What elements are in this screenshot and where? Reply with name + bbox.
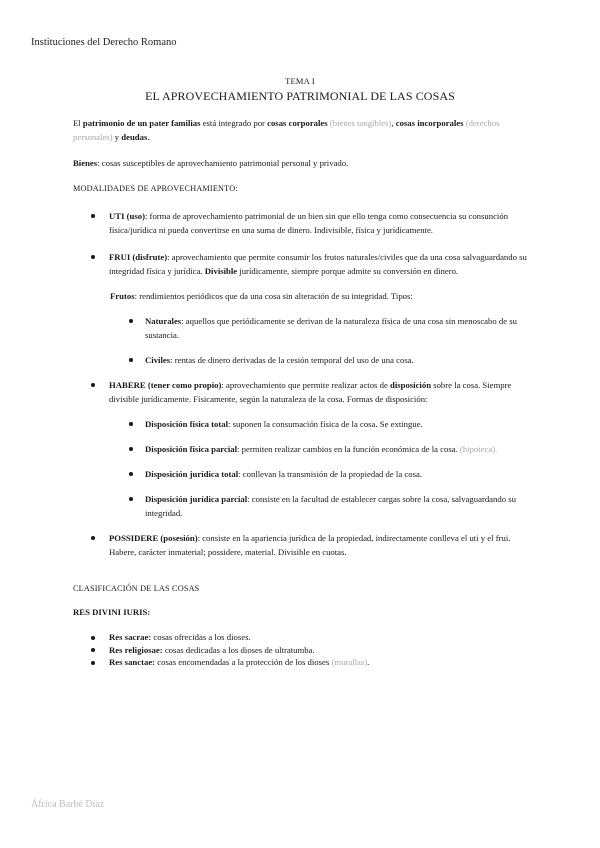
clasificacion-heading: CLASIFICACIÓN DE LAS COSAS (73, 584, 200, 593)
list-item-res-sanctae: Res sanctae: cosas encomendadas a la protección de los dioses (murallas). (73, 656, 533, 669)
list-item-res-sacrae: Res sacrae: cosas ofrecidas a los dioses. (73, 631, 533, 644)
page-header: Instituciones del Derecho Romano (31, 37, 177, 48)
list-item-res-religiosae: Res religiosae: cosas dedicadas a los dioses de ultratumba. (73, 644, 533, 657)
list-item-naturales: Naturales: aquellos que periódicamente se derivan de la naturaleza física de una cosa sin menoscabo de su sustancia. (73, 314, 533, 342)
list-item-disposicion-juridica-parcial: Disposición jurídica parcial: consiste en la facultad de establecer cargas sobre la cosa, salvaguardando su integridad. (73, 492, 533, 520)
chapter-label: TEMA I (285, 76, 315, 86)
modalidades-heading: MODALIDADES DE APROVECHAMIENTO: (73, 184, 238, 193)
intro-paragraph: El patrimonio de un pater familias está integrado por cosas corporales (bienes tangibles), cosas incorporales (derechos personales) y deudas. (73, 118, 500, 142)
list-item-possidere: POSSIDERE (posesión): consiste en la apariencia jurídica de la propiedad, indirectamente conlleva el uti y el frui. Habere, carácter inmaterial; possidere, material. Divisible en cuotas. (73, 531, 533, 559)
frutos-types-list (73, 314, 533, 367)
list-item-uti: UTI (uso): forma de aprovechamiento patrimonial de un bien sin que ello tenga como consecuencia su consunción física/jurídica ni pueda convertirse en una suma de dinero. Indivisible, física y jurídicamente. (73, 209, 533, 237)
habere-list (73, 378, 533, 406)
page-footer-author: África Barbé Díaz (31, 799, 105, 810)
document-body (73, 116, 533, 669)
modalidades-list (73, 209, 533, 278)
list-item-frui: FRUI (disfrute): aprovechamiento que permite consumir los frutos naturales/civiles que da una cosa salvaguardando su integridad física y jurídica. Divisible jurídicamente, siempre porque admite su conversión en dinero. (73, 250, 533, 278)
disposicion-list (73, 417, 533, 520)
res-divini-iuris-heading: RES DIVINI IURIS: (73, 607, 151, 617)
res-divini-iuris-list (73, 631, 533, 669)
list-item-disposicion-juridica-total: Disposición jurídica total: conllevan la transmisión de la propiedad de la cosa. (73, 467, 533, 481)
page-title: EL APROVECHAMIENTO PATRIMONIAL DE LAS COSAS (145, 89, 455, 103)
list-item-civiles: Civiles: rentas de dinero derivadas de la cesión temporal del uso de una cosa. (73, 353, 533, 367)
list-item-disposicion-fisica-total: Disposición física total: suponen la consumación física de la cosa. Se extingue. (73, 417, 533, 431)
list-item-disposicion-fisica-parcial: Disposición física parcial: permiten realizar cambios en la función económica de la cosa. (hipoteca). (73, 442, 533, 456)
frutos-definition: Frutos: rendimientos periódicos que da una cosa sin alteración de su integridad. Tipos: (110, 291, 413, 301)
bienes-definition: Bienes: cosas susceptibles de aprovechamiento patrimonial personal y privado. (73, 158, 349, 168)
possidere-list (73, 531, 533, 559)
list-item-habere: HABERE (tener como propio): aprovechamiento que permite realizar actos de disposición sobre la cosa. Siempre divisible jurídicamente. Físicamente, según la naturaleza de la cosa. Formas de disposición: (73, 378, 533, 406)
